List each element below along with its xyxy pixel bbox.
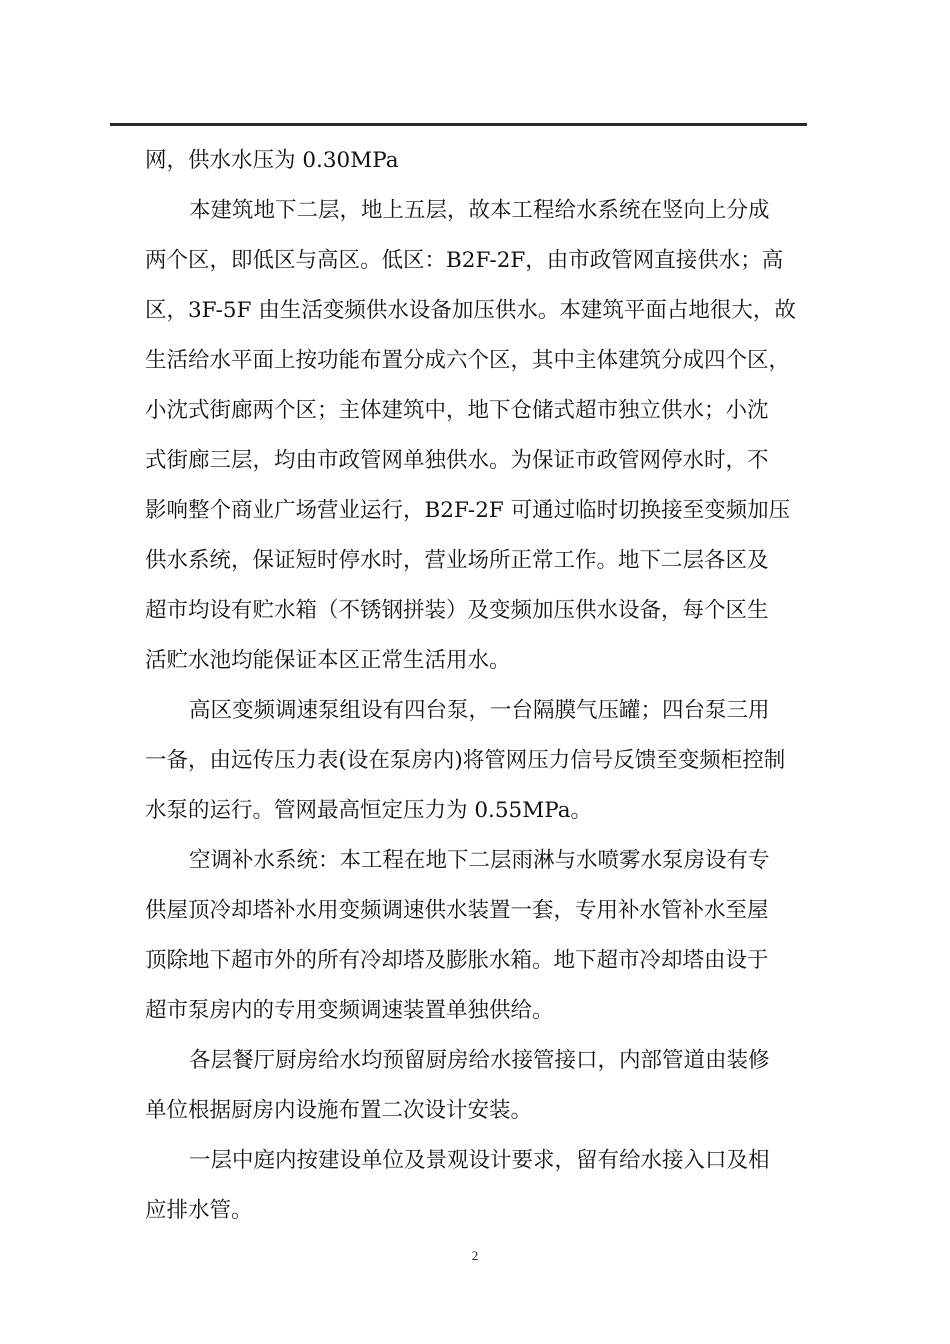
paragraph-first-line: 空调补水系统：本工程在地下二层雨淋与水喷雾水泵房设有专 <box>189 848 770 873</box>
text-line: 顶除地下超市外的所有冷却塔及膨胀水箱。地下超市冷却塔由设于 <box>145 948 769 973</box>
text-line: 一备，由远传压力表(设在泵房内)将管网压力信号反馈至变频柜控制 <box>145 748 786 773</box>
paragraph-first-line: 本建筑地下二层，地上五层，故本工程给水系统在竖向上分成 <box>189 198 770 223</box>
text-line: 式街廊三层，均由市政管网单独供水。为保证市政管网停水时，不 <box>145 448 769 473</box>
paragraph-first-line: 一层中庭内按建设单位及景观设计要求，留有给水接入口及相 <box>189 1148 770 1173</box>
text-line: 单位根据厨房内设施布置二次设计安装。 <box>145 1098 533 1123</box>
page-number: 2 <box>471 1248 479 1263</box>
header-rule <box>110 123 807 126</box>
text-line: 小沈式街廊两个区；主体建筑中，地下仓储式超市独立供水；小沈 <box>145 398 769 423</box>
text-line: 应排水管。 <box>145 1198 253 1223</box>
text-line: 两个区，即低区与高区。低区：B2F-2F，由市政管网直接供水；高 <box>145 248 784 273</box>
text-line: 供屋顶冷却塔补水用变频调速供水装置一套，专用补水管补水至屋 <box>145 898 769 923</box>
text-line: 活贮水池均能保证本区正常生活用水。 <box>145 648 511 673</box>
text-line: 生活给水平面上按功能布置分成六个区，其中主体建筑分成四个区， <box>145 348 791 373</box>
text-line: 供水系统，保证短时停水时，营业场所正常工作。地下二层各区及 <box>145 548 769 573</box>
text-line: 网，供水水压为 0.30MPa <box>145 148 399 173</box>
text-line: 影响整个商业广场营业运行，B2F-2F 可通过临时切换接至变频加压 <box>145 498 791 523</box>
text-line: 超市均设有贮水箱（不锈钢拼装）及变频加压供水设备，每个区生 <box>145 598 769 623</box>
text-line: 水泵的运行。管网最高恒定压力为 0.55MPa。 <box>145 798 593 823</box>
paragraph-first-line: 高区变频调速泵组设有四台泵，一台隔膜气压罐；四台泵三用 <box>189 698 770 723</box>
body-text <box>145 136 805 1236</box>
text-line: 超市泵房内的专用变频调速装置单独供给。 <box>145 998 554 1023</box>
text-line: 区，3F-5F 由生活变频供水设备加压供水。本建筑平面占地很大，故 <box>145 298 796 323</box>
paragraph-first-line: 各层餐厅厨房给水均预留厨房给水接管接口，内部管道由装修 <box>189 1048 770 1073</box>
